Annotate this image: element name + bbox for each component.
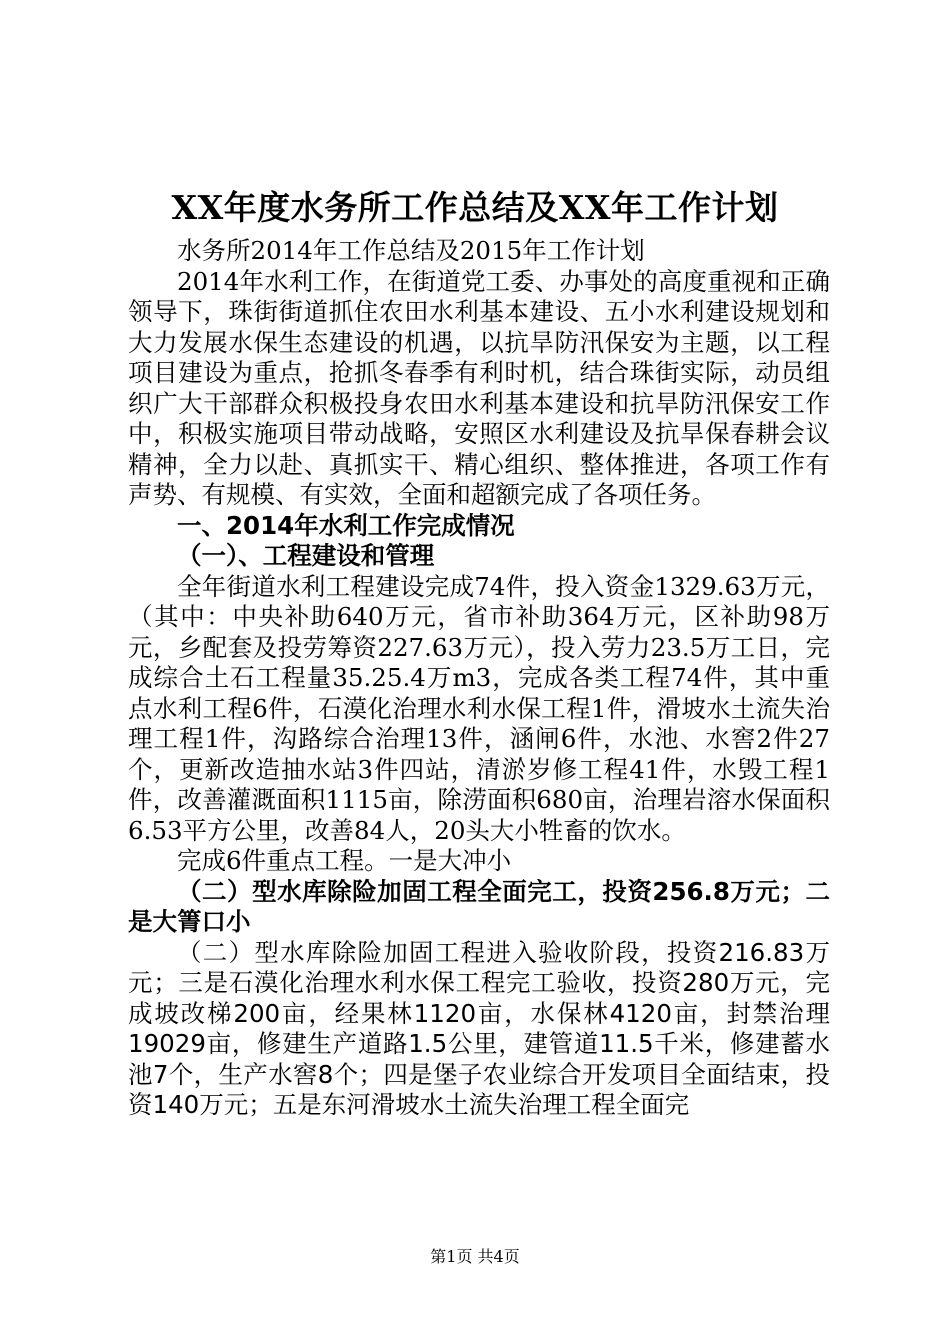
construction-paragraph: 全年街道水利工程建设完成74件，投入资金1329.63万元，（其中：中央补助640万元，省市补助364万元，区补助98万元，乡配套及投劳筹资227.63万元），投入劳力23.5万工日，完成综合土石工程量35.25.4万m3，完成各类工程74件，其中重点水利工程6件，石漠化治理水利水保工程1件，滑坡水土流失治理工程1件，沟路综合治理13件，涵闸6件，水池、水窖2件27个，更新改造抽水站3件四站，清淤岁修工程41件，水毁工程1件，改善灌溉面积1115亩，除涝面积680亩，治理岩溶水保面积6.53平方公里，改善84人，20头大小牲畜的饮水。 <box>128 571 830 845</box>
document-title: XX年度水务所工作总结及XX年工作计划 <box>171 188 779 227</box>
key-projects-paragraph: 完成6件重点工程。一是大冲小 <box>177 846 512 875</box>
subsection-heading: （一）、工程建设和管理 <box>177 541 435 570</box>
page-number: 第1页 共4页 <box>430 1247 520 1266</box>
intro-paragraph: 2014年水利工作，在街道党工委、办事处的高度重视和正确领导下，珠街街道抓住农田水利基本建设、五小水利建设规划和大力发展水保生态建设的机遇，以抗旱防汛保安为主题，以工程项目建设为重点，抢抓冬春季有利时机，结合珠街实际，动员组织广大干部群众积极投身农田水利基本建设和抗旱防汛保安工作中，积极实施项目带动战略，安照区水利建设及抗旱保春耕会议精神，全力以赴、真抓实干、精心组织、整体推进，各项工作有声势、有规模、有实效，全面和超额完成了各项任务。 <box>128 266 830 509</box>
bold-paragraph: （二）型水库除险加固工程全面完工，投资256.8万元；二是大箐口小 <box>128 876 830 936</box>
document-subtitle: 水务所2014年工作总结及2015年工作计划 <box>177 236 645 265</box>
document-body <box>128 236 830 1121</box>
section-heading: 一、2014年水利工作完成情况 <box>177 510 515 540</box>
projects-detail-paragraph: （二）型水库除险加固工程进入验收阶段，投资216.83万元；三是石漠化治理水利水保工程完工验收，投资280万元，完成坡改梯200亩，经果林1120亩，水保林4120亩，封禁治理19029亩，修建生产道路1.5公里，建管道11.5千米，修建蓄水池7个，生产水窖8个；四是堡子农业综合开发项目全面结束，投资140万元；五是东河滑坡水土流失治理工程全面完 <box>128 937 830 1119</box>
